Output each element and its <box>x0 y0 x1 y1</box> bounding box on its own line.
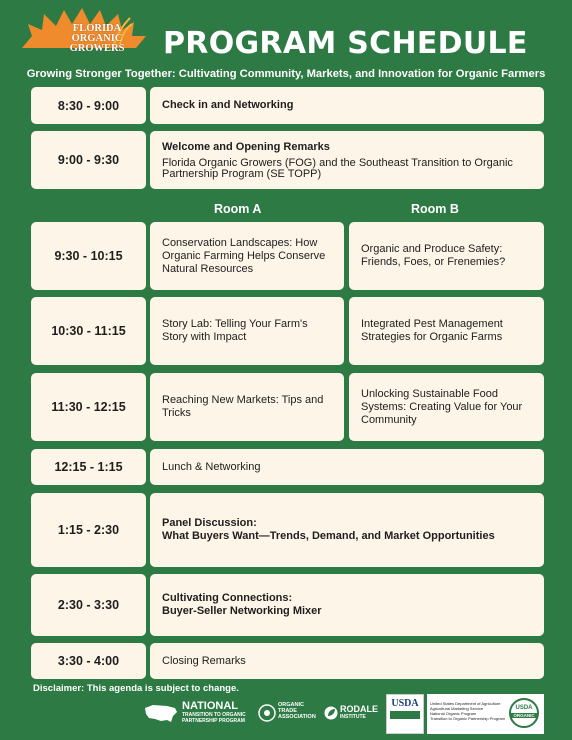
time-slot-9: 3:30 - 4:00 <box>31 643 146 679</box>
usda-line-4: Transition to Organic Partnership Program <box>430 716 505 721</box>
session-title: Integrated Pest Management Strategies for Organic Farms <box>361 318 503 343</box>
usda-line-3: National Organic Program <box>430 711 477 716</box>
sponsor-logos <box>0 694 572 740</box>
usda-line-1: United States Department of Agriculture <box>430 701 501 706</box>
rodale-logo-text: RODALE <box>340 704 378 714</box>
session-room-b <box>349 222 544 290</box>
session-room-a <box>150 297 344 365</box>
event-title: Check in and Networking <box>162 99 294 111</box>
event-closing <box>150 643 544 679</box>
us-map-icon <box>143 702 179 726</box>
ota-globe-icon <box>258 704 276 722</box>
rodale-logo-subtext: INSTITUTE <box>340 714 366 720</box>
session-room-a <box>150 373 344 441</box>
ota-line-3: ASSOCIATION <box>278 714 316 720</box>
session-room-b <box>349 373 544 441</box>
usda-line-2: Agricultural Marketing Service <box>430 706 484 711</box>
usda-logo <box>386 694 424 734</box>
session-title: Unlocking Sustainable Food Systems: Creating Value for Your Community <box>361 387 523 426</box>
event-title: Welcome and Opening Remarks <box>162 140 330 153</box>
session-room-a <box>150 222 344 290</box>
seal-bottom-text: ORGANIC <box>511 713 537 718</box>
usda-organic-seal <box>509 698 539 728</box>
ota-line-1: ORGANIC <box>278 702 304 708</box>
florida-organic-growers-logo <box>18 6 152 66</box>
event-lunch <box>150 449 544 485</box>
event-title-line-1: Panel Discussion: <box>162 517 257 529</box>
rodale-leaf-icon <box>324 706 338 720</box>
seal-top-text: USDA <box>515 705 533 711</box>
time-slot-2: 9:00 - 9:30 <box>31 131 146 189</box>
page-title: PROGRAM SCHEDULE <box>163 26 528 61</box>
time-slot-7: 1:15 - 2:30 <box>31 493 146 567</box>
usda-logo-text: USDA <box>391 698 419 709</box>
event-panel-discussion <box>150 493 544 567</box>
national-logo-subtext: TRANSITION TO ORGANIC PARTNERSHIP PROGRAM <box>182 712 246 724</box>
event-title: Lunch & Networking <box>162 460 261 473</box>
event-welcome <box>150 131 544 189</box>
logo-line-1: FLORIDA <box>72 23 122 34</box>
session-title: Story Lab: Telling Your Farm's Story with Impact <box>162 318 308 343</box>
event-networking-mixer <box>150 574 544 636</box>
national-logo-text: NATIONAL <box>182 700 239 712</box>
time-slot-4: 10:30 - 11:15 <box>31 297 146 365</box>
usda-program-box <box>427 694 544 734</box>
event-title-line-2: What Buyers Want—Trends, Demand, and Market Opportunities <box>162 530 495 542</box>
ota-logo-text <box>278 702 316 720</box>
logo-line-2: ORGANIC <box>71 33 123 44</box>
room-a-header: Room A <box>214 202 262 216</box>
session-title: Organic and Produce Safety: Friends, Foes, or Frenemies? <box>361 243 506 268</box>
logo-line-3: GROWERS <box>69 43 125 54</box>
session-title: Conservation Landscapes: How Organic Farming Helps Conserve Natural Resources <box>162 236 326 275</box>
session-title: Reaching New Markets: Tips and Tricks <box>162 394 324 419</box>
time-slot-1: 8:30 - 9:00 <box>31 87 146 124</box>
room-b-header: Room B <box>411 202 459 216</box>
ota-line-2: TRADE <box>278 708 297 714</box>
event-title-line-1: Cultivating Connections: <box>162 592 293 604</box>
time-slot-3: 9:30 - 10:15 <box>31 222 146 290</box>
session-room-b <box>349 297 544 365</box>
time-slot-5: 11:30 - 12:15 <box>31 373 146 441</box>
usda-program-text <box>430 701 505 721</box>
disclaimer: Disclaimer: This agenda is subject to change. <box>33 683 239 694</box>
event-check-in <box>150 87 544 124</box>
event-title: Closing Remarks <box>162 654 246 667</box>
event-title-line-2: Buyer-Seller Networking Mixer <box>162 605 322 617</box>
event-detail: Florida Organic Growers (FOG) and the Southeast Transition to Organic Partnership Program (SE TOPP) <box>162 156 513 180</box>
time-slot-6: 12:15 - 1:15 <box>31 449 146 485</box>
page-subtitle: Growing Stronger Together: Cultivating Community, Markets, and Innovation for Organic Farmers <box>26 68 546 80</box>
time-slot-8: 2:30 - 3:30 <box>31 574 146 636</box>
